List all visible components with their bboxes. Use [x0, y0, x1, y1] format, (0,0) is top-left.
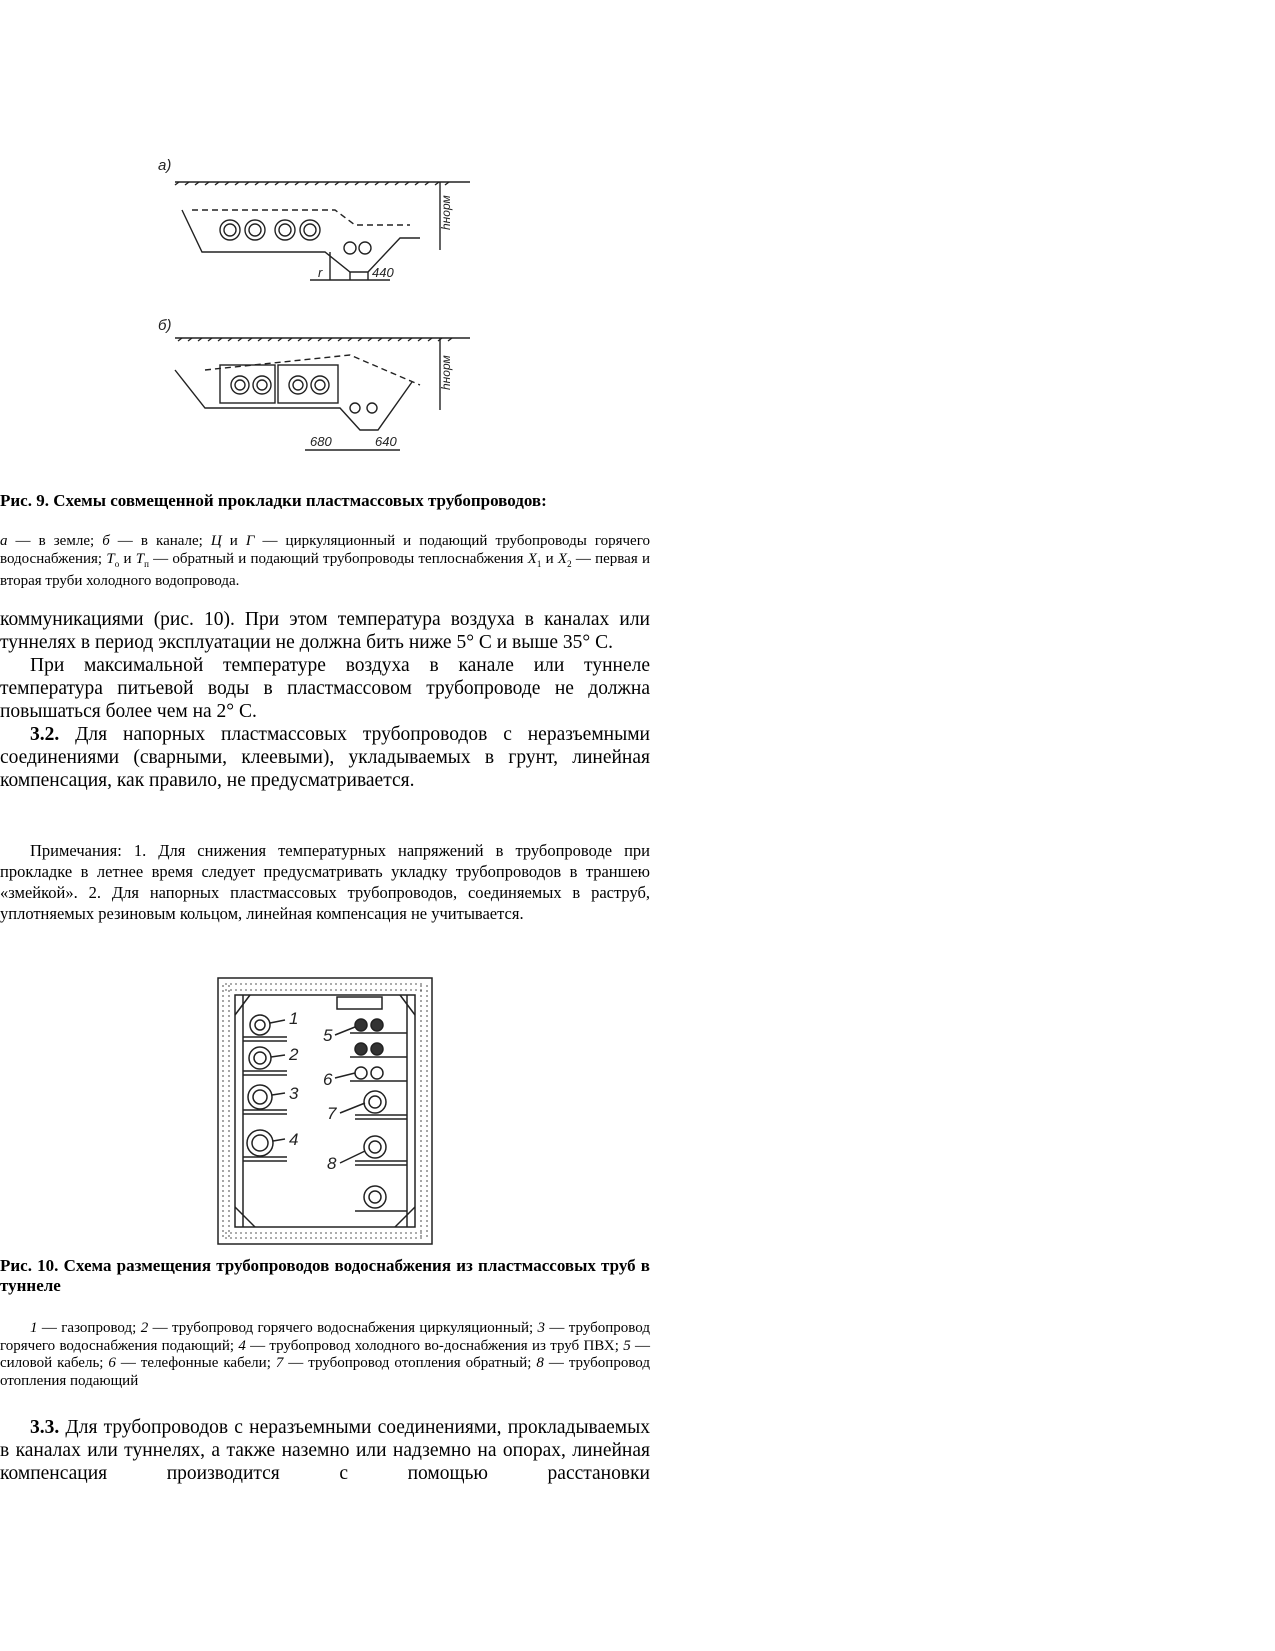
fig9-label-b: б): [158, 317, 172, 334]
figure-9-diagram: [150, 150, 490, 480]
fig9-dim-a-440: 440: [372, 265, 394, 280]
fig10-label-5: 5: [323, 1026, 333, 1045]
fig9-note: а — в земле; б — в канале; Ц и Г — циркуляционный и подающий трубопроводы горячего водоснабжения; $Т_о$ и $Т_п$ — обратный и подающий трубопроводы теплоснабжения $Х_1$ и $Х_2$ — первая и вторая труби холодного водопровода.: [0, 533, 650, 589]
fig10-label-7: 7: [327, 1104, 337, 1123]
fig9-dim-a-r: r: [318, 265, 323, 280]
body-text-1: [0, 608, 650, 792]
notes-paragraph: Примечания: 1. Для снижения температурных напряжений в трубопроводе при прокладке в летнее время следует предусматривать укладку трубопроводов в траншею «змейкой». 2. Для напорных пластмассовых трубопроводов, соединяемых в раструб, уплотняемых резиновым кольцом, линейная компенсация не учитывается.: [0, 841, 650, 923]
fig9-title: Рис. 9. Схемы совмещенной прокладки пластмассовых трубопроводов:: [0, 491, 547, 510]
fig9-label-a: а): [158, 157, 172, 174]
fig9-dim-a-h: hнорм: [439, 195, 453, 230]
fig9-dim-b-h: hнорм: [439, 355, 453, 390]
fig10-label-1: 1: [289, 1009, 299, 1028]
fig9-dim-b-640: 640: [375, 434, 397, 449]
figure-10-diagram: [215, 975, 435, 1247]
fig10-label-4: 4: [289, 1130, 299, 1149]
fig10-title: Рис. 10. Схема размещения трубопроводов водоснабжения из пластмассовых труб в туннеле: [0, 1256, 650, 1295]
fig10-label-2: 2: [289, 1045, 299, 1064]
fig10-label-6: 6: [323, 1070, 333, 1089]
fig9-dim-b-680: 680: [310, 434, 332, 449]
paragraph-3-2: 3.2. Для напорных пластмассовых трубопроводов с неразъемными соединениями (сварными, клеевыми), укладываемых в грунт, линейная компенсация, как правило, не предусматривается.: [0, 724, 650, 791]
fig10-note: 1 — газопровод; 2 — трубопровод горячего водоснабжения циркуляционный; 3 — трубопровод горячего водоснабжения подающий; 4 — трубопровод холодного во-доснабжения из труб ПВХ; 5 — силовой кабель; 6 — телефонные кабели; 7 — трубопровод отопления обратный; 8 — трубопровод отопления подающий: [0, 1320, 651, 1389]
paragraph-continuation: коммуникациями (рис. 10). При этом температура воздуха в каналах или туннелях в период эксплуатации не должна бить ниже 5° С и выше 35° С.: [0, 609, 650, 653]
fig10-label-3: 3: [289, 1084, 299, 1103]
paragraph-3-3: 3.3. Для трубопроводов с неразъемными соединениями, прокладываемых в каналах или туннелях, а также наземно или надземно на опорах, линейная компенсация производится с помощью расстановки: [0, 1417, 650, 1484]
paragraph-max-temp: При максимальной температуре воздуха в канале или туннеле температура питьевой воды в пластмассовом трубопроводе не должна повышаться более чем на 2° С.: [0, 655, 650, 722]
fig10-label-8: 8: [327, 1154, 337, 1173]
